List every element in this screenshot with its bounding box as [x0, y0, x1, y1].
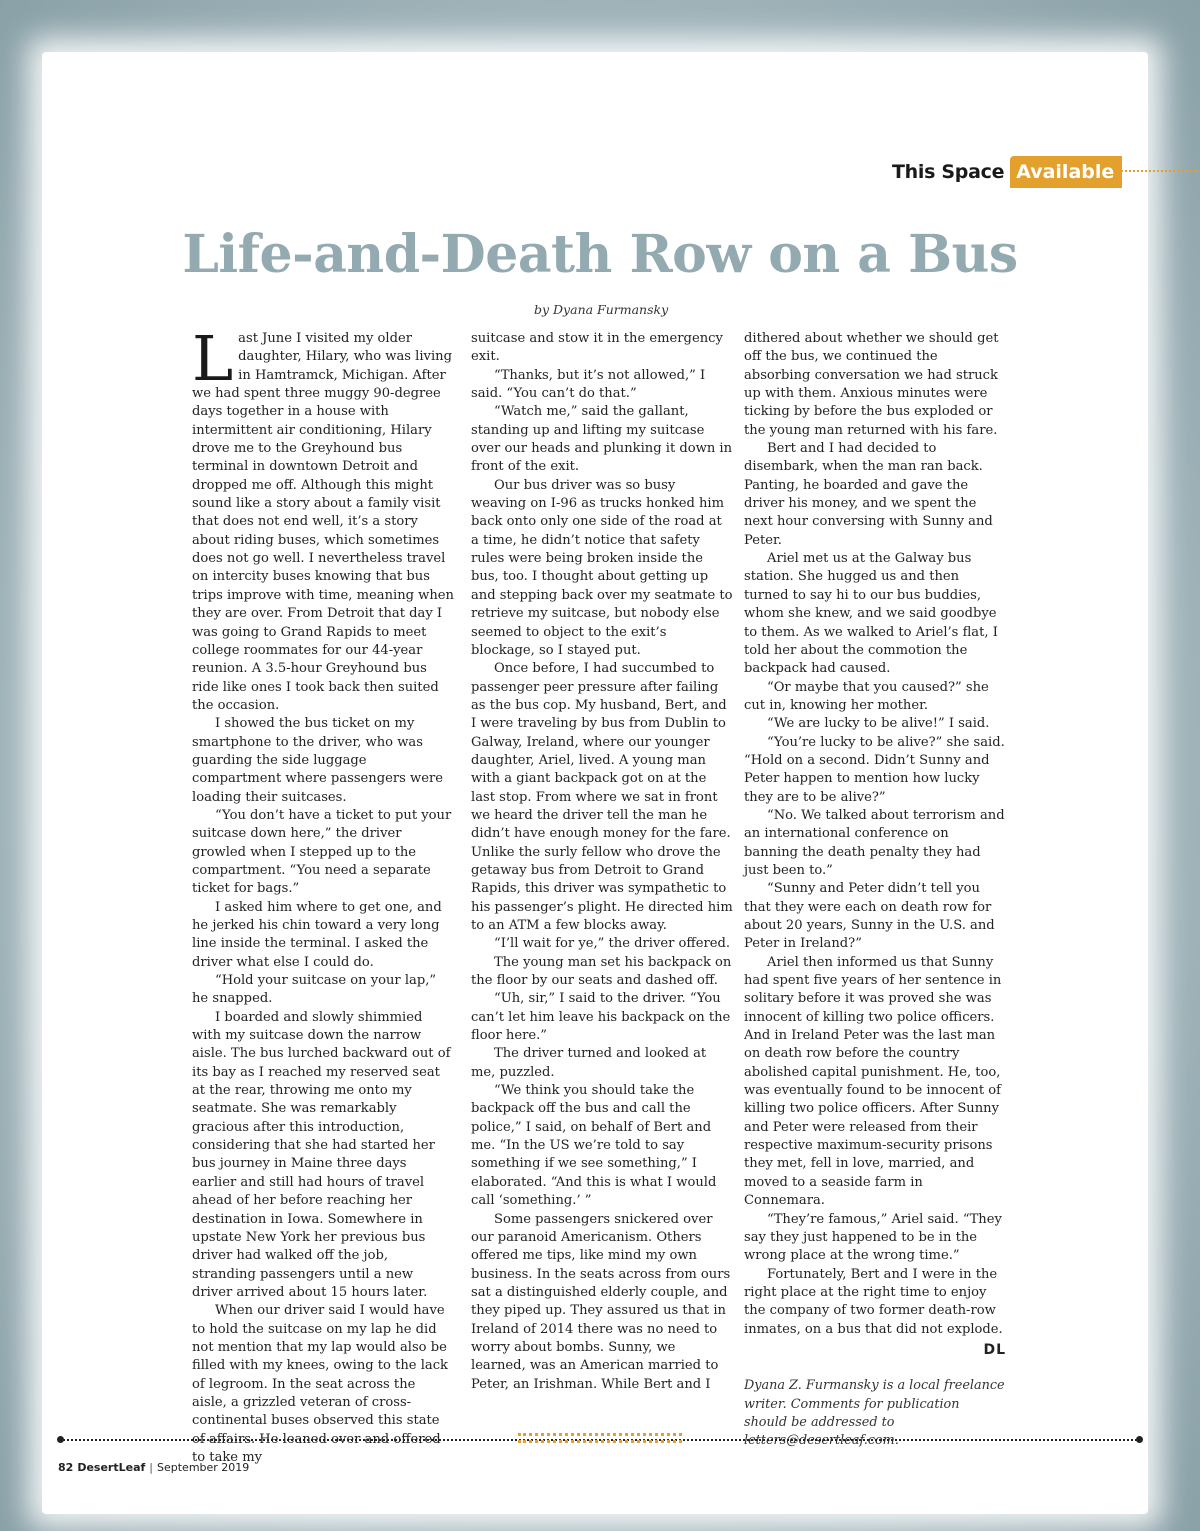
paragraph: “We think you should take the backpack off the bus and call the police,” I said, on behalf of Bert and me. “In the US we’re told to say something if we see something,” I elaborated. “And this is what I would call ‘something.’ ” — [471, 1083, 717, 1209]
page-footer — [58, 1461, 249, 1474]
rule-end-dot — [57, 1436, 64, 1443]
magazine-brand: DesertLeaf — [77, 1461, 146, 1474]
author-bio: Dyana Z. Furmansky is a local freelance writer. Comments for publication should be addressed to letters@desertleaf.com. — [744, 1378, 1005, 1449]
section-tag: Available — [1010, 156, 1122, 188]
article-column-1 — [192, 322, 454, 1467]
paragraph: “Sunny and Peter didn’t tell you that they were each on death row for about 20 years, Sunny in the U.S. and Peter in Ireland?” — [744, 881, 995, 952]
paragraph: The young man set his backpack on the floor by our seats and dashed off. — [471, 954, 732, 989]
paragraph: “They’re famous,” Ariel said. “They say they just happened to be in the wrong place at the wrong time.” — [744, 1211, 1002, 1264]
footer-separator: | — [149, 1461, 153, 1474]
paragraph: “Hold your suitcase on your lap,” he snapped. — [192, 973, 437, 1007]
article-byline: by Dyana Furmansky — [534, 302, 669, 317]
paragraph: When our driver said I would have to hold the suitcase on my lap he did not mention that my lap would also be filled with my knees, owing to the lack of legroom. In the seat across the aisle, a grizzled veteran of cross-continental buses observed this state of affairs. He leaned over and offered to take my — [192, 1303, 448, 1465]
issue-date: September 2019 — [157, 1461, 250, 1474]
paragraph: “Thanks, but it’s not allowed,” I said. “You can’t do that.” — [471, 367, 706, 402]
paragraph: “Uh, sir,” I said to the driver. “You can’t let him leave his backpack on the floor here.” — [471, 991, 731, 1044]
article-column-3 — [744, 330, 1006, 1451]
paragraph: Ariel then informed us that Sunny had spent five years of her sentence in solitary before it was proved she was innocent of killing two police officers. And in Ireland Peter was the last man on death row before the country abolished capital punishment. He, too, was eventually found to be innocent of killing two police officers. After Sunny and Peter were released from their respective maximum-security prisons they met, fell in love, married, and moved to a seaside farm in Connemara. — [744, 954, 1002, 1209]
paragraph: Once before, I had succumbed to passenger peer pressure after failing as the bus cop. My husband, Bert, and I were traveling by bus from Dublin to Galway, Ireland, where our younger daughter, Ariel, lived. A young man with a giant backpack got on at the last stop. From where we sat in front we heard the driver tell the man he didn’t have enough money for the fare. Unlike the surly fellow who drove the getaway bus from Detroit to Grand Rapids, this driver was sympathetic to his passenger’s plight. He directed him to an ATM a few blocks away. — [471, 661, 733, 933]
paragraph: I showed the bus ticket on my smartphone to the driver, who was guarding the side luggage compartment where passengers were loading their suitcases. — [192, 716, 443, 805]
paragraph: “We are lucky to be alive!” I said. — [767, 716, 990, 732]
section-header — [892, 156, 1122, 188]
article-column-2 — [471, 330, 733, 1394]
paragraph: I asked him where to get one, and he jerked his chin toward a very long line inside the terminal. I asked the driver what else I could do. — [192, 899, 442, 970]
paragraph: “You’re lucky to be alive?” she said. “Hold on a second. Didn’t Sunny and Peter happen to mention how lucky they are to be alive?” — [744, 734, 1005, 805]
paragraph: “Or maybe that you caused?” she cut in, knowing her mother. — [744, 679, 989, 713]
paragraph: “I’ll wait for ye,” the driver offered. — [494, 936, 730, 952]
paragraph: suitcase and stow it in the emergency exit. — [471, 331, 723, 365]
end-mark: DL — [983, 1341, 1006, 1358]
paragraph: “Watch me,” said the gallant, standing up and lifting my suitcase over our heads and plunking it down in front of the exit. — [471, 404, 733, 475]
article-title: Life-and-Death Row on a Bus — [182, 224, 1018, 285]
drop-cap: L — [192, 322, 234, 395]
paragraph-text: ast June I visited my older daughter, Hilary, who was living in Hamtramck, Michigan. After we had spent three muggy 90-degree days together in a house with intermittent air conditioning, Hilary drove me to the Greyhound bus terminal in downtown Detroit and dropped me off. Although this might sound like a story about a family visit that does not end well, it’s a story about riding buses, which sometimes does not go well. I nevertheless travel on intercity buses knowing that bus trips improve with time, meaning when they are over. From Detroit that day I was going to Grand Rapids to meet college roommates for our 44-year reunion. A 3.5-hour Greyhound bus ride like ones I took back then suited the occasion. — [192, 331, 454, 713]
paragraph: Ariel met us at the Galway bus station. She hugged us and then turned to say hi to our bus buddies, whom she knew, and we said goodbye to them. As we walked to Ariel’s flat, I told her about the commotion the backpack had caused. — [744, 551, 998, 677]
paragraph: The driver turned and looked at me, puzzled. — [471, 1046, 707, 1080]
paragraph: “You don’t have a ticket to put your suitcase down here,” the driver growled when I stepped up to the compartment. “You need a separate ticket for bags.” — [192, 807, 452, 897]
paragraph: Some passengers snickered over our paranoid Americanism. Others offered me tips, like mind my own business. In the seats across from ours sat a distinguished elderly couple, and they piped up. They assured us that in Ireland of 2014 there was no need to worry about bombs. Sunny, we learned, was an American married to Peter, an Irishman. While Bert and I — [471, 1211, 731, 1392]
footer-accent-bar — [518, 1433, 682, 1443]
section-dotted-rule — [1118, 170, 1198, 174]
section-label: This Space — [892, 161, 1005, 183]
page-number: 82 — [58, 1461, 74, 1474]
rule-end-dot — [1136, 1436, 1143, 1443]
paragraph — [192, 322, 454, 715]
paragraph: Fortunately, Bert and I were in the right place at the right time to enjoy the company of two former death-row inmates, on a bus that did not explode. — [744, 1266, 1003, 1337]
paragraph: dithered about whether we should get off the bus, we continued the absorbing conversation we had struck up with them. Anxious minutes were ticking by before the bus exploded or the young man returned with his fare. — [744, 331, 999, 438]
paragraph: Our bus driver was so busy weaving on I-96 as trucks honked him back onto only one side of the road at a time, he didn’t notice that safety rules were being broken inside the bus, too. I thought about getting up and stepping back over my seatmate to retrieve my suitcase, but nobody else seemed to object to the exit’s blockage, so I stayed put. — [471, 477, 733, 658]
paragraph: “No. We talked about terrorism and an international conference on banning the death penalty they had just been to.” — [744, 807, 1005, 878]
paragraph: I boarded and slowly shimmied with my suitcase down the narrow aisle. The bus lurched backward out of its bay as I reached my reserved seat at the rear, throwing me onto my seatmate. She was remarkably gracious after this introduction, considering that she had started her bus journey in Maine three days earlier and still had hours of travel ahead of her before reaching her destination in Iowa. Somewhere in upstate New York her previous bus driver had walked off the job, stranding passengers until a new driver arrived about 15 hours later. — [192, 1009, 451, 1300]
paragraph: Bert and I had decided to disembark, when the man ran back. Panting, he boarded and gave the driver his money, and we spent the next hour conversing with Sunny and Peter. — [744, 441, 993, 548]
